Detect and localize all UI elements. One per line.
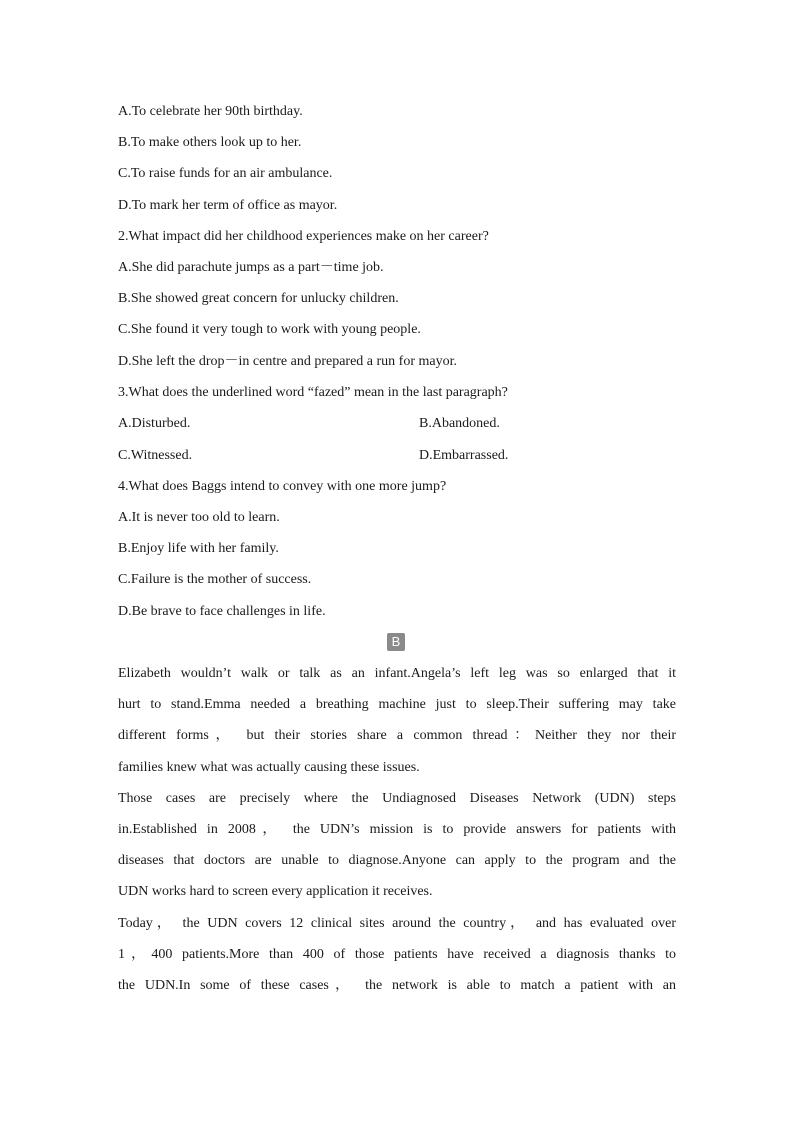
passage-line: hurt to stand.Emma needed a breathing machine just to sleep.Their suffering may take xyxy=(118,697,676,712)
passage-line: families knew what was actually causing these issues. xyxy=(118,760,420,775)
q1-option-c: C.To raise funds for an air ambulance. xyxy=(118,166,333,181)
q3-option-b: B.Abandoned. xyxy=(419,416,500,431)
q1-option-d: D.To mark her term of office as mayor. xyxy=(118,198,338,213)
q3-option-d: D.Embarrassed. xyxy=(419,448,509,463)
q4-option-b: B.Enjoy life with her family. xyxy=(118,541,279,556)
q4-option-a: A.It is never too old to learn. xyxy=(118,510,280,525)
passage-line: Those cases are precisely where the Undiagnosed Diseases Network (UDN) steps xyxy=(118,791,676,806)
q4-option-d: D.Be brave to face challenges in life. xyxy=(118,604,326,619)
passage-line: the UDN.In some of these cases， the network is able to match a patient with an xyxy=(118,978,676,993)
passage-line: different forms， but their stories share a common thread：Neither they nor their xyxy=(118,728,676,743)
passage-line: UDN works hard to screen every application it receives. xyxy=(118,884,433,899)
q2-option-d: D.She left the drop－in centre and prepared a run for mayor. xyxy=(118,354,457,369)
q3-option-a: A.Disturbed. xyxy=(118,416,191,431)
q1-option-b: B.To make others look up to her. xyxy=(118,135,302,150)
q2-question: 2.What impact did her childhood experiences make on her career? xyxy=(118,229,489,244)
passage-line: Today， the UDN covers 12 clinical sites around the country， and has evaluated over xyxy=(118,916,676,931)
q2-option-c: C.She found it very tough to work with young people. xyxy=(118,322,421,337)
q3-option-c: C.Witnessed. xyxy=(118,448,193,463)
passage-line: in.Established in 2008， the UDN’s mission is to provide answers for patients with xyxy=(118,822,676,837)
section-b-badge: B xyxy=(387,633,405,651)
q4-question: 4.What does Baggs intend to convey with one more jump? xyxy=(118,479,447,494)
passage-line: 1，400 patients.More than 400 of those patients have received a diagnosis thanks to xyxy=(118,947,676,962)
passage-line: Elizabeth wouldn’t walk or talk as an infant.Angela’s left leg was so enlarged that it xyxy=(118,666,676,681)
q4-option-c: C.Failure is the mother of success. xyxy=(118,572,312,587)
q2-option-b: B.She showed great concern for unlucky children. xyxy=(118,291,399,306)
q3-question: 3.What does the underlined word “fazed” mean in the last paragraph? xyxy=(118,385,508,400)
q2-option-a: A.She did parachute jumps as a part－time job. xyxy=(118,260,384,275)
q1-option-a: A.To celebrate her 90th birthday. xyxy=(118,104,303,119)
passage-line: diseases that doctors are unable to diagnose.Anyone can apply to the program and the xyxy=(118,853,676,868)
